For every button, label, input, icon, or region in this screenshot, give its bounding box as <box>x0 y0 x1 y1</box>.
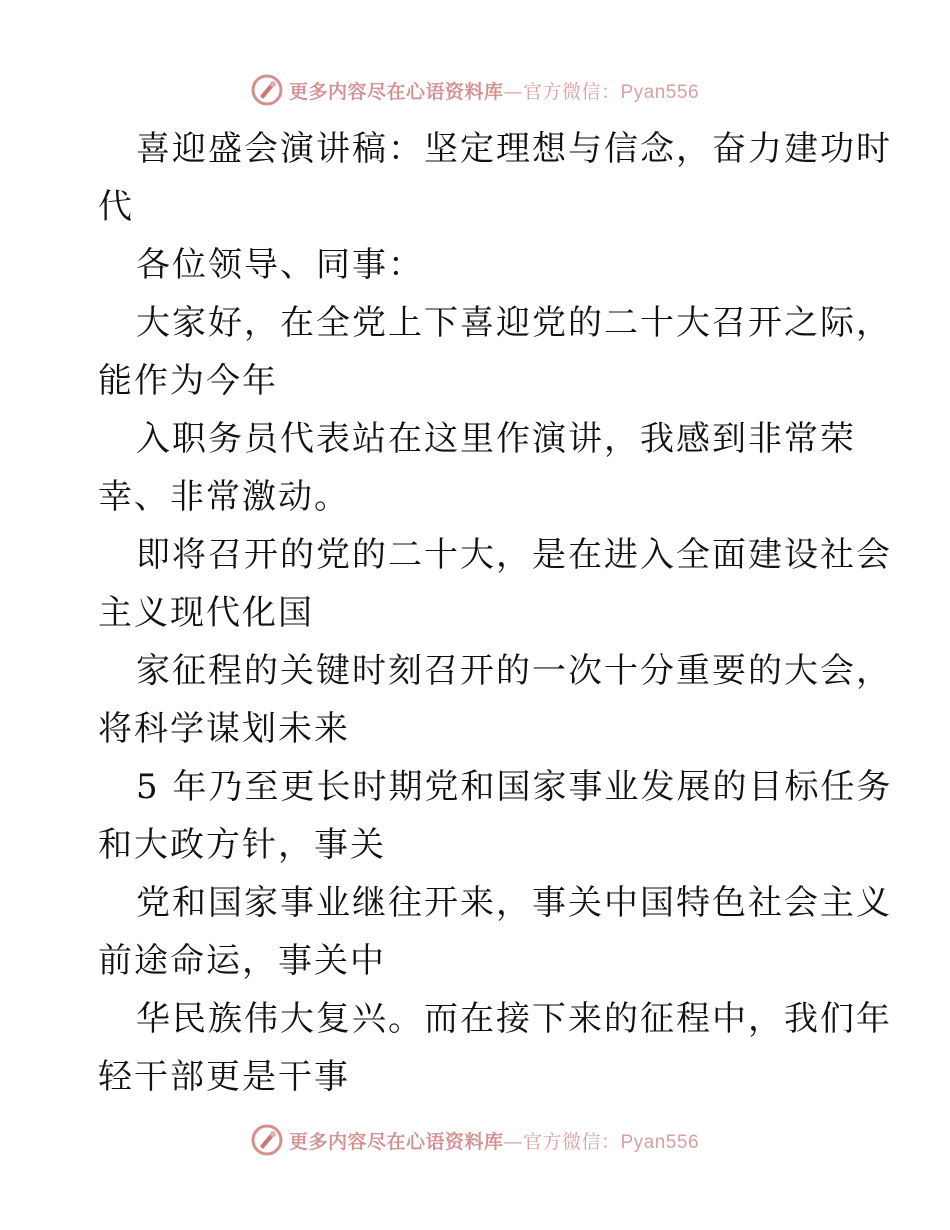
brand-logo-icon <box>251 1124 283 1156</box>
text-line: 轻干部更是干事 <box>98 1057 350 1097</box>
text-line: 将科学谋划未来 <box>98 709 350 749</box>
text-line: 家征程的关键时刻召开的一次十分重要的大会， <box>136 651 892 691</box>
text-line: 即将召开的党的二十大，是在进入全面建设社会 <box>136 535 892 575</box>
text-line: 5 年乃至更长时期党和国家事业发展的目标任务 <box>136 767 893 807</box>
text-line: 幸、非常激动。 <box>98 477 350 517</box>
text-line: 入职务员代表站在这里作演讲，我感到非常荣 <box>136 419 856 459</box>
brand-logo-icon <box>251 74 283 106</box>
header-watermark <box>0 70 950 110</box>
text-line: 主义现代化国 <box>98 593 314 633</box>
document-body <box>98 120 893 1106</box>
text-line: 大家好，在全党上下喜迎党的二十大召开之际， <box>136 303 892 343</box>
text-line: 和大政方针，事关 <box>98 825 386 865</box>
text-line: 各位领导、同事： <box>136 245 424 285</box>
text-line: 前途命运，事关中 <box>98 941 386 981</box>
text-line: 能作为今年 <box>98 361 278 401</box>
text-line: 代 <box>98 187 134 227</box>
watermark-text: 更多内容尽在心语资料库—官方微信：Pyan556 <box>288 1130 700 1153</box>
text-line: 华民族伟大复兴。而在接下来的征程中，我们年 <box>136 999 892 1039</box>
watermark-text: 更多内容尽在心语资料库—官方微信：Pyan556 <box>288 80 700 103</box>
footer-watermark <box>0 1120 950 1160</box>
text-line: 党和国家事业继往开来，事关中国特色社会主义 <box>136 883 892 923</box>
text-line: 喜迎盛会演讲稿：坚定理想与信念，奋力建功时 <box>136 129 892 169</box>
